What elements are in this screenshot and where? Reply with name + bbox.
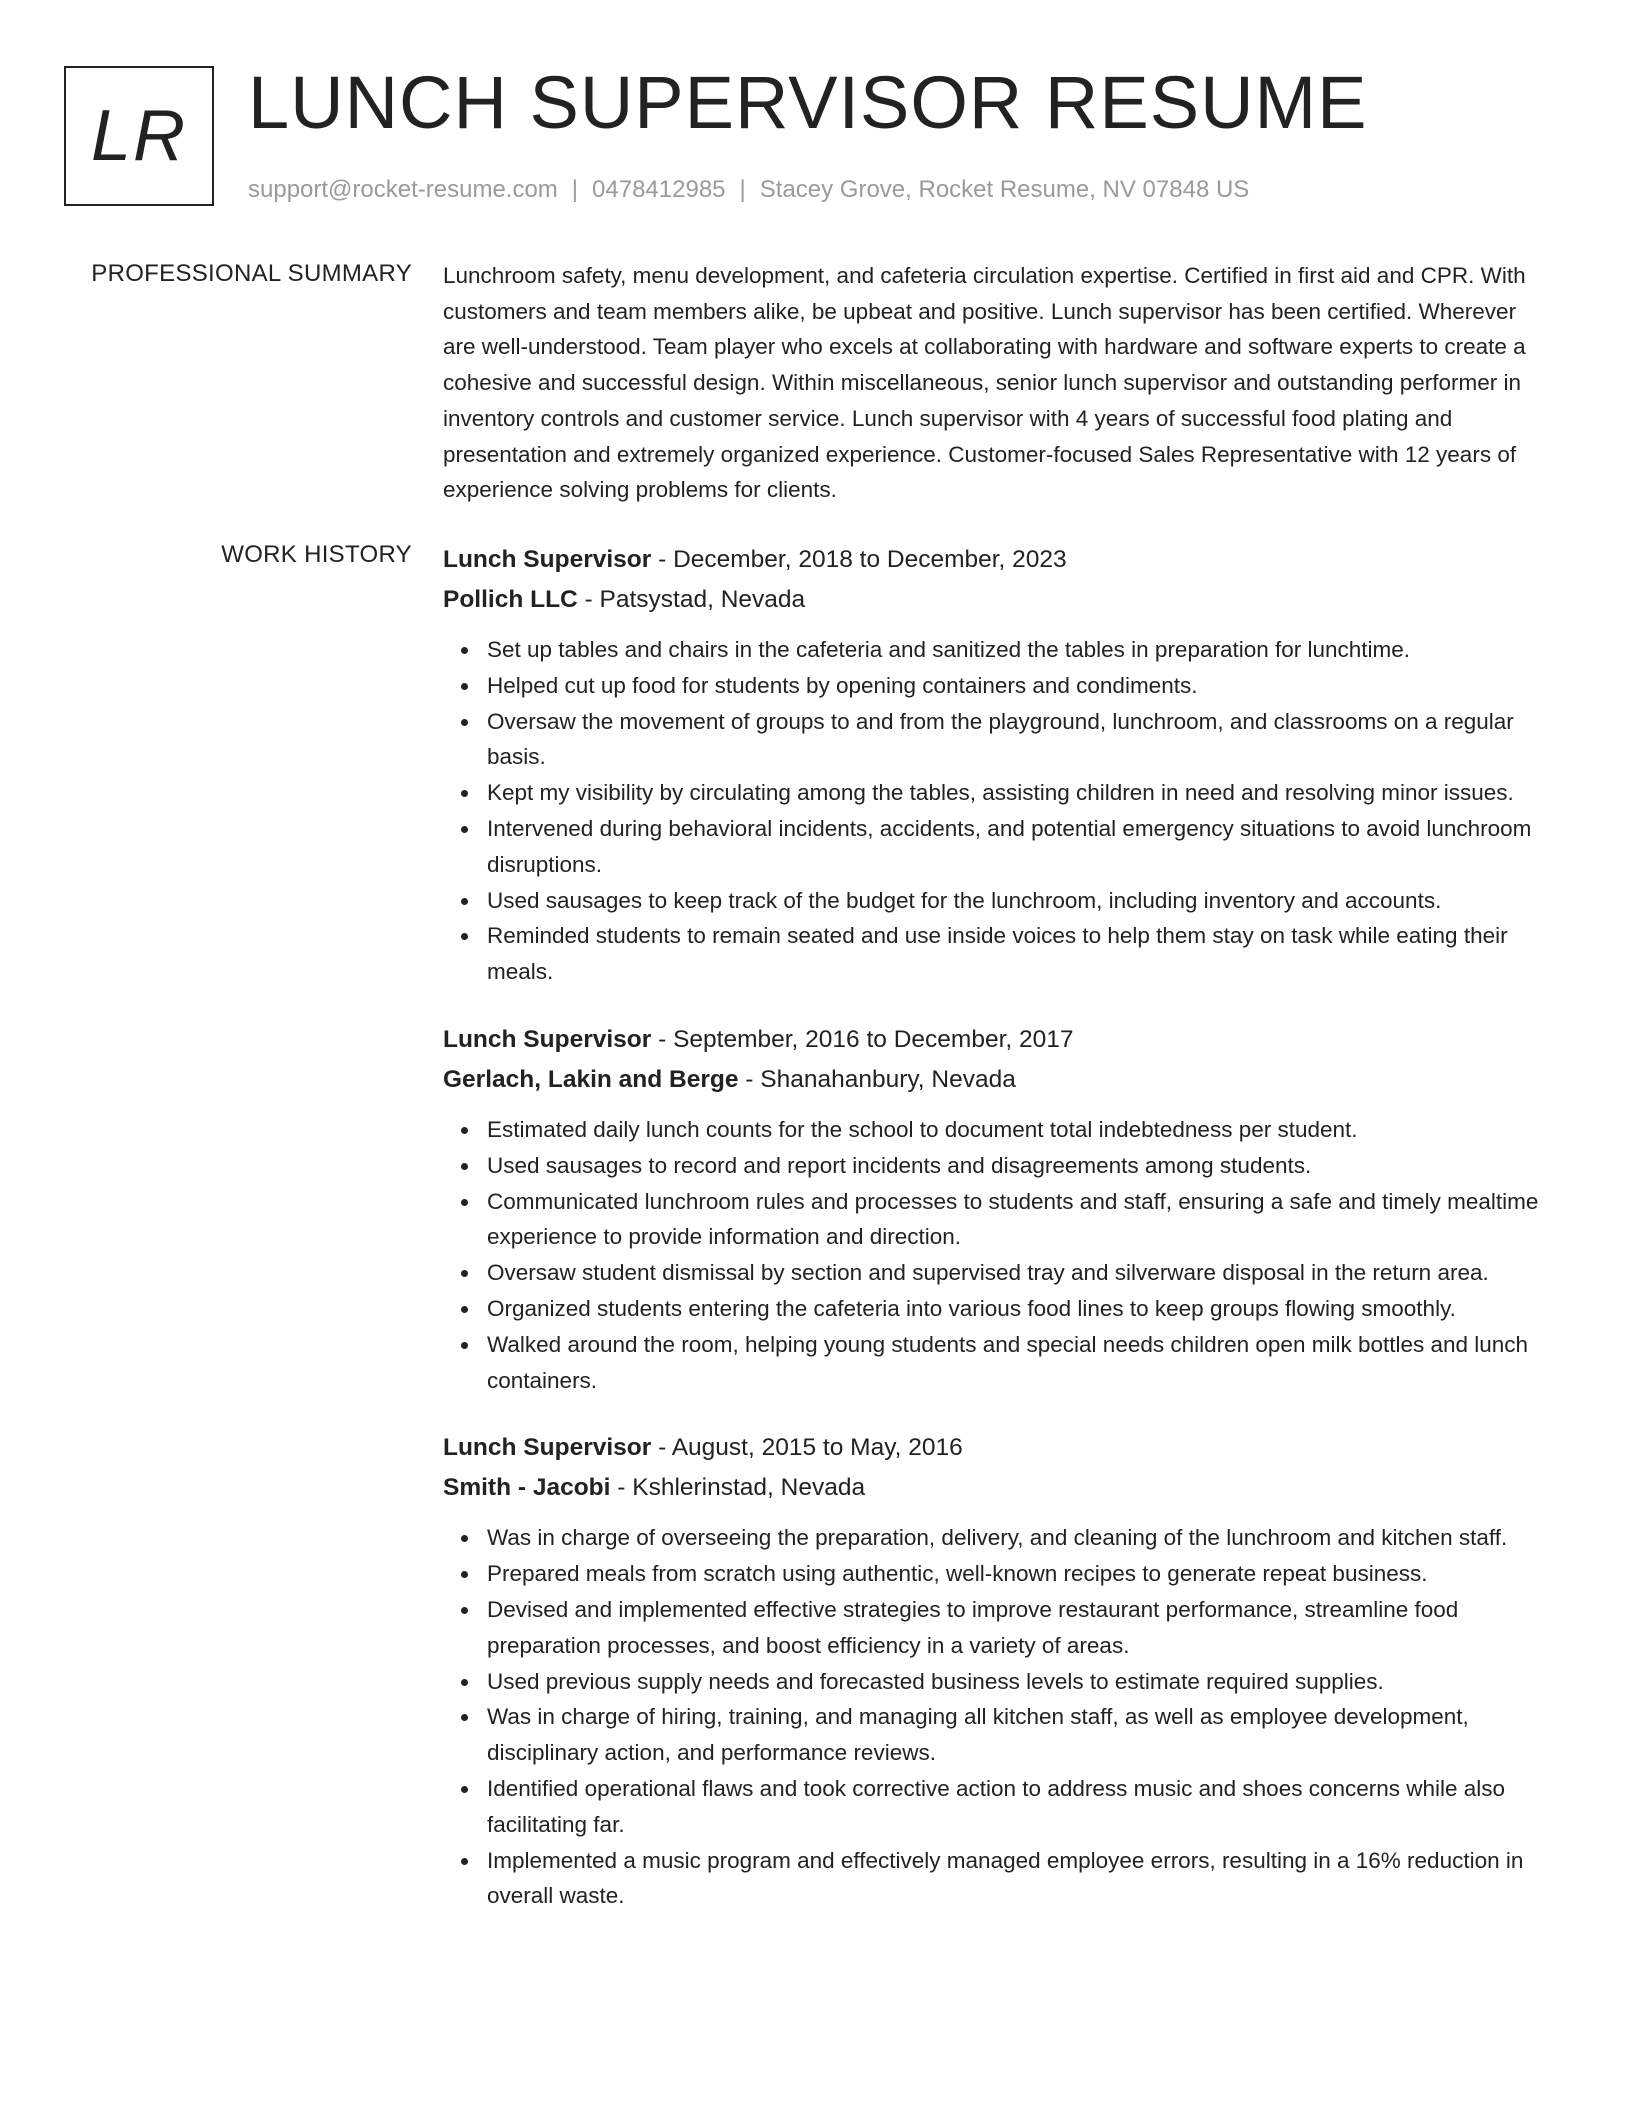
job-company: Smith - Jacobi (443, 1474, 611, 1502)
job-location: - Kshlerinstad, Nevada (610, 1474, 866, 1502)
job-location: - Shanahanbury, Nevada (738, 1065, 1016, 1093)
job-bullet: Devised and implemented effective strategies to improve restaurant performance, streamline food preparation processes, and boost efficiency in a variety of areas. (487, 1592, 1553, 1664)
job-bullet: Reminded students to remain seated and use inside voices to help them stay on task while eating their meals. (487, 918, 1553, 990)
summary-section-label: PROFESSIONAL SUMMARY (91, 260, 412, 287)
job-bullet-list (443, 632, 1553, 990)
job-title-line (443, 1020, 1553, 1060)
job-entry (443, 540, 1553, 990)
job-title-line (443, 540, 1553, 580)
monogram-logo: LR (64, 66, 214, 206)
contact-separator: | (739, 176, 746, 203)
contact-address: Stacey Grove, Rocket Resume, NV 07848 US (759, 176, 1250, 203)
job-bullet: Oversaw the movement of groups to and from the playground, lunchroom, and classrooms on a regular basis. (487, 704, 1553, 776)
job-dates: - August, 2015 to May, 2016 (651, 1434, 963, 1462)
job-bullet: Organized students entering the cafeteria into various food lines to keep groups flowing smoothly. (487, 1291, 1553, 1327)
job-bullet: Used sausages to keep track of the budget for the lunchroom, including inventory and accounts. (487, 883, 1553, 919)
job-company: Gerlach, Lakin and Berge (443, 1065, 739, 1093)
work-history-list (443, 540, 1553, 1944)
job-title: Lunch Supervisor (443, 546, 652, 573)
job-bullet: Was in charge of hiring, training, and managing all kitchen staff, as well as employee development, disciplinary action, and performance reviews. (487, 1699, 1553, 1771)
job-title: Lunch Supervisor (443, 1434, 652, 1462)
work-history-section-label: WORK HISTORY (221, 541, 412, 568)
summary-text: Lunchroom safety, menu development, and cafeteria circulation expertise. Certified in first aid and CPR. With customers and team members alike, be upbeat and positive. Lunch supervisor has been certified. Wherever are well-understood. Team player who excels at collaborating with hardware and software experts to create a cohesive and successful design. Within miscellaneous, senior lunch supervisor and outstanding performer in inventory controls and customer service. Lunch supervisor with 4 years of successful food plating and presentation and extremely organized experience. Customer-focused Sales Representative with 12 years of experience solving problems for clients. (443, 263, 1526, 503)
job-location: - Patsystad, Nevada (577, 586, 806, 613)
job-dates: - December, 2018 to December, 2023 (651, 546, 1067, 573)
job-title-line (443, 1428, 1553, 1468)
job-bullet: Implemented a music program and effectively managed employee errors, resulting in a 16% reduction in overall waste. (487, 1843, 1553, 1915)
job-bullet: Helped cut up food for students by opening containers and condiments. (487, 668, 1553, 704)
contact-separator: | (571, 176, 579, 203)
job-bullet: Set up tables and chairs in the cafeteria and sanitized the tables in preparation for lunchtime. (487, 632, 1553, 668)
job-bullet: Identified operational flaws and took corrective action to address music and shoes concerns while also facilitating far. (487, 1771, 1553, 1843)
job-bullet: Oversaw student dismissal by section and supervised tray and silverware disposal in the return area. (487, 1255, 1553, 1291)
contact-line (248, 174, 1249, 206)
job-company-line (443, 1060, 1553, 1100)
job-bullet-list (443, 1520, 1553, 1914)
contact-email[interactable]: support@rocket-resume.com (248, 176, 558, 203)
job-company: Pollich LLC (443, 586, 578, 613)
job-bullet: Used sausages to record and report incidents and disagreements among students. (487, 1148, 1553, 1184)
job-bullet: Kept my visibility by circulating among the tables, assisting children in need and resolving minor issues. (487, 775, 1553, 811)
job-title: Lunch Supervisor (443, 1025, 652, 1053)
job-bullet: Used previous supply needs and forecasted business levels to estimate required supplies. (487, 1664, 1553, 1700)
job-bullet: Was in charge of overseeing the preparation, delivery, and cleaning of the lunchroom and kitchen staff. (487, 1520, 1553, 1556)
job-bullet-list (443, 1112, 1553, 1398)
job-entry (443, 1020, 1553, 1398)
job-bullet: Communicated lunchroom rules and processes to students and staff, ensuring a safe and timely mealtime experience to provide information and direction. (487, 1184, 1553, 1256)
job-entry (443, 1428, 1553, 1914)
job-company-line (443, 580, 1553, 620)
job-bullet: Walked around the room, helping young students and special needs children open milk bottles and lunch containers. (487, 1327, 1553, 1399)
job-bullet: Intervened during behavioral incidents, accidents, and potential emergency situations to avoid lunchroom disruptions. (487, 811, 1553, 883)
job-dates: - September, 2016 to December, 2017 (651, 1025, 1074, 1053)
page-title: LUNCH SUPERVISOR RESUME (248, 61, 1368, 144)
job-bullet: Prepared meals from scratch using authentic, well-known recipes to generate repeat business. (487, 1556, 1553, 1592)
contact-phone[interactable]: 0478412985 (592, 176, 726, 203)
job-company-line (443, 1468, 1553, 1508)
job-bullet: Estimated daily lunch counts for the school to document total indebtedness per student. (487, 1112, 1553, 1148)
